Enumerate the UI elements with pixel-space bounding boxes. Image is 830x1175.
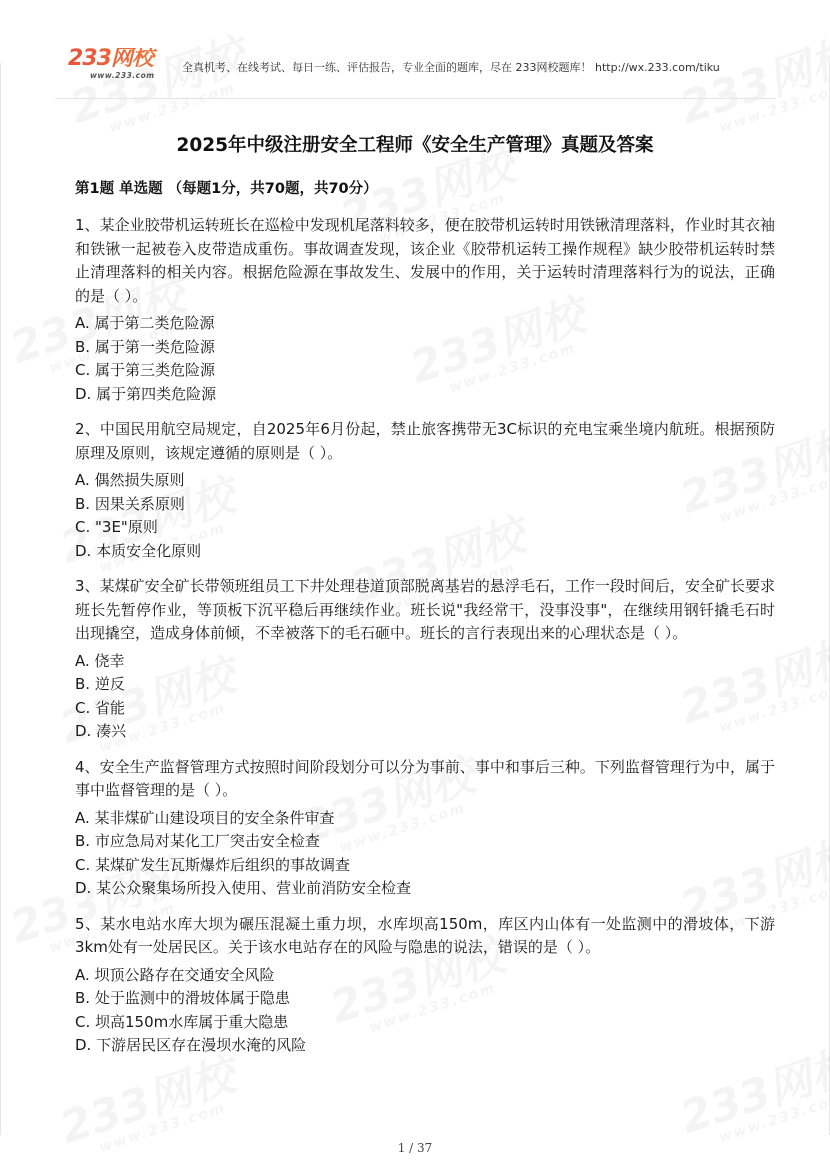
page-header: [68, 48, 778, 82]
question-stem: 3、某煤矿安全矿长带领班组员工下井处理巷道顶部脱离基岩的悬浮毛石，工作一段时间后，安全矿长要求班长先暂停作业，等顶板下沉平稳后再继续作业。班长说"我经常干，没事没事"，在继续用钢钎撬毛石时出现撬空，造成身体前倾，不幸被落下的毛石砸中。班长的言行表现出来的心理状态是（ ）。: [75, 577, 775, 642]
option-a: A. 偶然损失原则: [75, 471, 185, 489]
option-c: C. 某煤矿发生瓦斯爆炸后组织的事故调查: [75, 855, 351, 874]
option-d: D. 凑兴: [75, 722, 127, 740]
header-tagline: 全真机考、在线考试、每日一练、评估报告，专业全面的题库，尽在 233网校题库！ http://wx.233.com/tiku: [182, 61, 720, 74]
question-1: [75, 214, 775, 406]
option-a: A. 侥幸: [75, 651, 125, 670]
option-c: C. 省能: [75, 698, 126, 717]
question-list: [75, 214, 775, 1070]
question-stem: 5、某水电站水库大坝为碾压混凝土重力坝，水库坝高150m，库区内山体有一处监测中的滑坡体，下游3km处有一处居民区。关于该水电站存在的风险与隐患的说法，错误的是（ ）。: [75, 914, 775, 956]
option-b: B. 逆反: [75, 675, 125, 693]
question-2: [75, 418, 775, 563]
question-stem: 4、安全生产监督管理方式按照时间阶段划分可以分为事前、事中和事后三种。下列监督管理行为中，属于事中监督管理的是（ ）。: [75, 757, 775, 799]
question-stem: 2、中国民用航空局规定，自2025年6月份起，禁止旅客携带无3C标识的充电宝乘坐境内航班。根据预防原理及原则，该规定遵循的原则是（ ）。: [75, 420, 775, 462]
option-a: A. 某非煤矿山建设项目的安全条件审查: [75, 808, 335, 827]
section-heading: 第1题 单选题 （每题1分，共70题，共70分）: [75, 181, 378, 197]
brand-logo: [68, 48, 168, 82]
option-d: D. 下游居民区存在漫坝水淹的风险: [75, 1036, 307, 1054]
option-c: C. "3E"原则: [75, 518, 158, 536]
question-stem: 1、某企业胶带机运转班长在巡检中发现机尾落料较多，便在胶带机运转时用铁锹清理落料，作业时其衣袖和铁锹一起被卷入皮带造成重伤。事故调查发现，该企业《胶带机运转工操作规程》缺少胶带机运转时禁止清理落料的相关内容。根据危险源在事故发生、发展中的作用，关于运转时清理落料行为的说法，正确的是（ ）。: [75, 216, 775, 305]
option-b: B. 市应急局对某化工厂突击安全检查: [75, 832, 320, 850]
logo-url: www.233.com: [90, 71, 155, 80]
page-indicator: 1 / 37: [397, 1141, 433, 1155]
option-b: B. 因果关系原则: [75, 494, 185, 513]
option-d: D. 本质安全化原则: [75, 541, 202, 560]
logo-text: 233网校: [68, 48, 168, 70]
question-4: [75, 756, 775, 901]
question-3: [75, 575, 775, 744]
option-c: C. 坝高150m水库属于重大隐患: [75, 1012, 289, 1031]
option-a: A. 坝顶公路存在交通安全风险: [75, 965, 275, 984]
header-divider: [55, 98, 775, 99]
option-b: B. 处于监测中的滑坡体属于隐患: [75, 989, 290, 1007]
option-d: D. 属于第四类危险源: [75, 384, 217, 403]
question-5: [75, 913, 775, 1058]
document-title: 2025年中级注册安全工程师《安全生产管理》真题及答案: [176, 135, 654, 156]
option-a: A. 属于第二类危险源: [75, 314, 215, 332]
option-c: C. 属于第三类危险源: [75, 361, 216, 379]
option-b: B. 属于第一类危险源: [75, 337, 215, 356]
option-d: D. 某公众聚集场所投入使用、营业前消防安全检查: [75, 879, 412, 897]
